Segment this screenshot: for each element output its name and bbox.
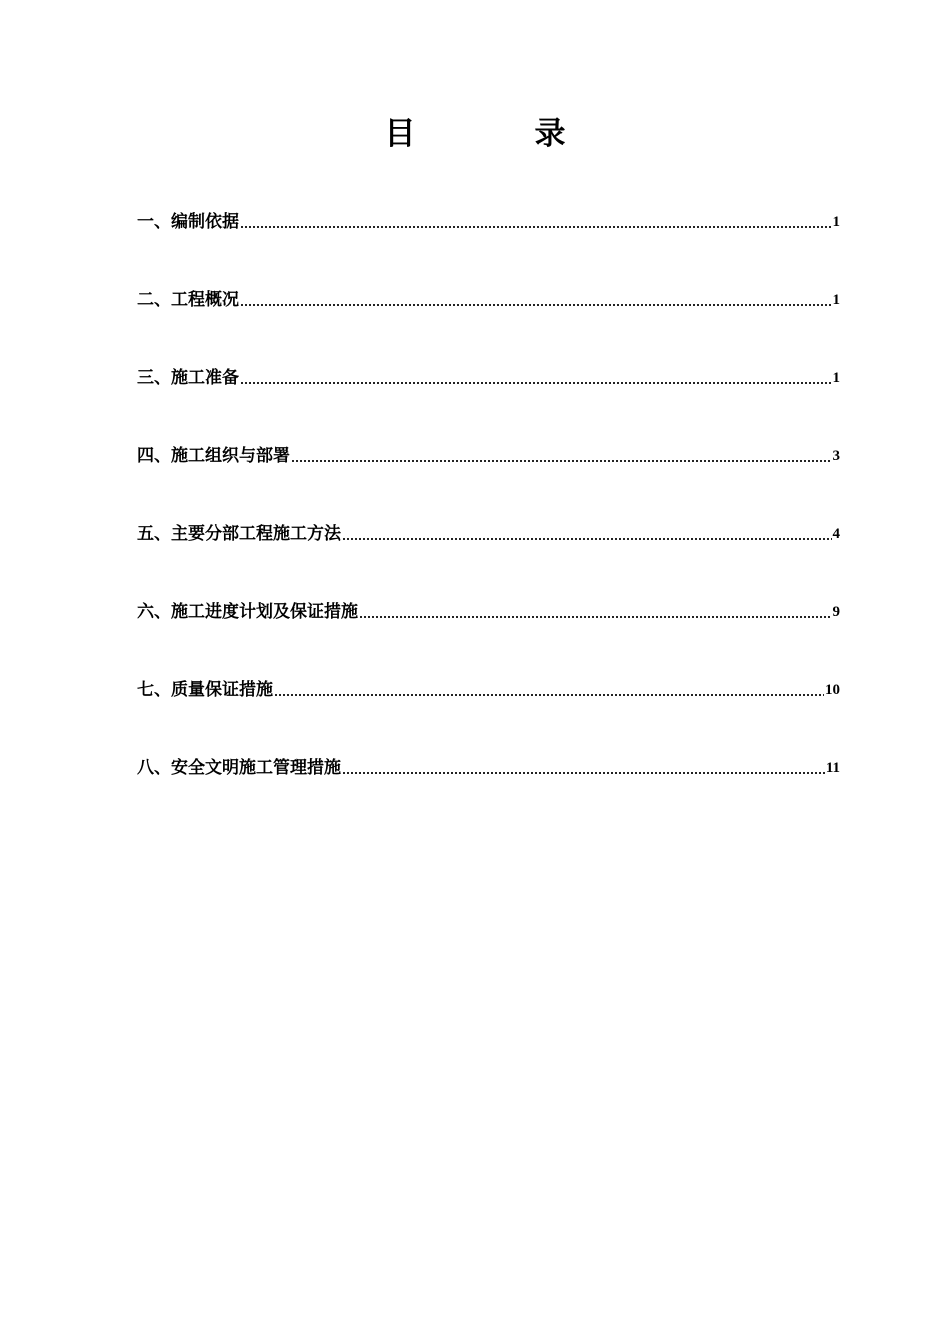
- toc-entry-label: 一、编制依据: [137, 212, 239, 232]
- toc-entry-label: 二、工程概况: [137, 290, 239, 310]
- toc-entry-1[interactable]: [137, 210, 840, 234]
- toc-entry-5[interactable]: [137, 522, 840, 546]
- toc-entry-label: 五、主要分部工程施工方法: [137, 524, 341, 544]
- toc-entry-7[interactable]: [137, 678, 840, 702]
- toc-entry-6[interactable]: [137, 600, 840, 624]
- toc-entry-page: 1: [832, 292, 840, 308]
- toc-entry-label: 七、质量保证措施: [137, 680, 273, 700]
- dot-leader: [342, 537, 832, 541]
- toc-entry-label: 八、安全文明施工管理措施: [137, 758, 341, 778]
- dot-leader: [342, 771, 825, 775]
- dot-leader: [240, 381, 832, 385]
- toc-entry-label: 四、施工组织与部署: [137, 446, 290, 466]
- page-title: 目 录: [384, 116, 610, 152]
- toc-entry-label: 三、施工准备: [137, 368, 239, 388]
- toc-entry-4[interactable]: [137, 444, 840, 468]
- dot-leader: [359, 615, 832, 619]
- toc-entry-page: 1: [832, 214, 840, 230]
- toc-entry-page: 10: [825, 682, 840, 698]
- toc-entry-page: 9: [832, 604, 840, 620]
- toc-entry-page: 4: [832, 526, 840, 542]
- dot-leader: [274, 693, 824, 697]
- toc-entry-3[interactable]: [137, 366, 840, 390]
- toc-entry-page: 3: [832, 448, 840, 464]
- dot-leader: [291, 459, 832, 463]
- toc-entry-label: 六、施工进度计划及保证措施: [137, 602, 358, 622]
- toc-entry-8[interactable]: [137, 756, 840, 780]
- toc-entry-page: 11: [825, 760, 840, 776]
- dot-leader: [240, 225, 832, 229]
- dot-leader: [240, 303, 832, 307]
- toc-entry-2[interactable]: [137, 288, 840, 312]
- toc-entry-page: 1: [832, 370, 840, 386]
